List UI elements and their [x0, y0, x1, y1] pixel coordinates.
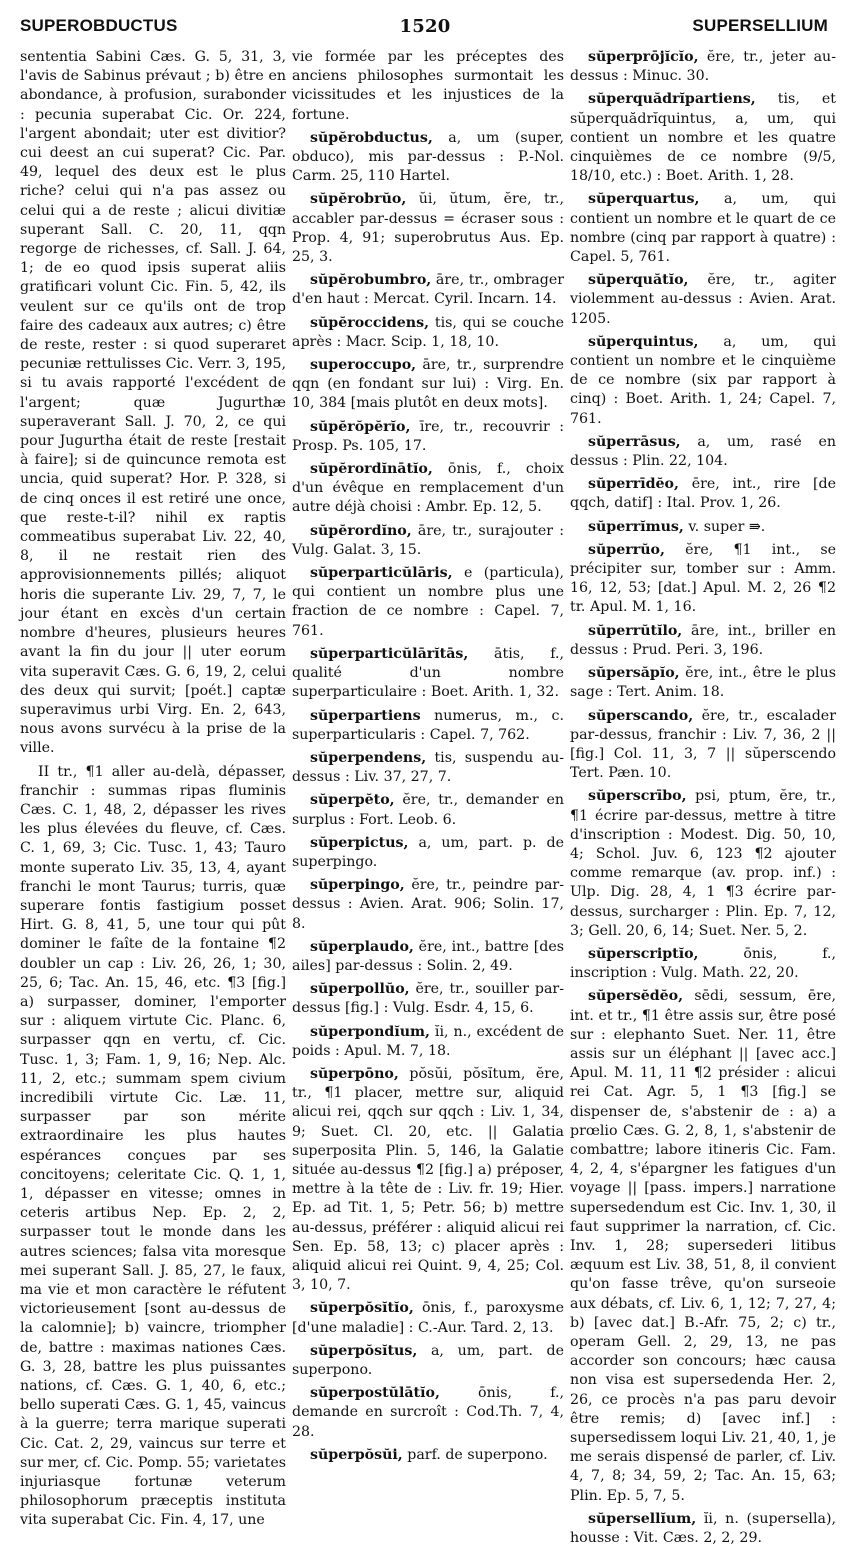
- entry-definition: ātis, f., qualité d'un nombre superparticulaire : Boet. Arith. 1, 32.: [292, 645, 564, 701]
- dictionary-entry: [570, 271, 836, 329]
- dictionary-entry: [292, 129, 564, 187]
- entry-definition: parf. de superpono.: [402, 1446, 548, 1463]
- entry-headword: sŭperrīdĕo,: [588, 476, 679, 493]
- entry-headword: sŭperrĭmus,: [588, 518, 684, 535]
- entry-headword: sŭpĕrobumbro,: [310, 272, 432, 289]
- dictionary-entry: [292, 314, 564, 352]
- entry-definition: tis, suspendu au-dessus : Liv. 37, 27, 7.: [292, 749, 564, 786]
- running-head-left: SUPEROBDUCTUS: [20, 16, 178, 35]
- entry-definition: āre, int., briller en dessus : Prud. Peri. 3, 196.: [570, 622, 836, 658]
- entry-headword: sŭperrŭo,: [588, 541, 665, 558]
- entry-definition: ĕre, ¶1 int., se précipiter sur, tomber sur : Amm. 16, 12, 53; [dat.] Apul. M. 2, 26 ¶2 tr. Apul. M. 1, 16.: [570, 541, 836, 616]
- entry-definition: e (particula), qui contient un nombre plus une fraction de ce nombre : Capel. 7, 761.: [292, 565, 564, 639]
- dictionary-entry: [570, 433, 836, 471]
- entry-definition: ĕre, int., battre [des ailes] par-dessus : Solin. 2, 49.: [292, 938, 564, 974]
- dictionary-entry: [570, 664, 836, 702]
- entry-definition: pŏsŭi, pŏsĭtum, ĕre, tr., ¶1 placer, mettre sur, aliquid alicui rei, qqch sur qqch : Liv. 1, 34, 9; Suet. Cl. 20, etc. || Galatia superposita Plin. 5, 146, la Galatie située au-dessus ¶2 [fig.] a) préposer, mettre à la tête de : Liv. fr. 19; Hier. Ep. ad Tit. 1, 5; Petr. 56; b) mettre au-dessus, préférer : aliquid alicui rei Sen. Ep. 58, 13; c) placer après : aliquid alicui rei Quint. 9, 4, 25; Col. 3, 10, 7.: [292, 1065, 564, 1294]
- dictionary-entry: [292, 1446, 564, 1465]
- dictionary-columns: [20, 48, 836, 1547]
- dictionary-entry: [292, 645, 564, 703]
- dictionary-entry: [292, 707, 564, 745]
- dictionary-entry: [570, 707, 836, 784]
- entry-definition: āre, tr., surajouter : Vulg. Galat. 3, 15.: [292, 522, 564, 558]
- dictionary-entry: [570, 48, 836, 86]
- entry-headword: sŭpĕrordĭnātĭo,: [310, 461, 433, 478]
- entry-definition: numerus, m., c. superparticularis : Capel. 7, 762.: [292, 707, 564, 743]
- entry-headword: sŭperpollŭo,: [310, 981, 410, 998]
- entry-headword: sŭperpictus,: [310, 834, 409, 851]
- entry-headword: sŭperrāsus,: [588, 433, 681, 450]
- entry-definition: āre, tr., surprendre qqn (en fondant sur lui) : Virg. En. 10, 384 [mais plutôt en deux mots].: [292, 357, 564, 412]
- entry-definition: II tr., ¶1 aller au-delà, dépasser, franchir : summas ripas fluminis Cæs. C. 1, 48, 2, dépasser les rives les plus élevées du fleuve, cf. Cæs. C. 1, 69, 3; Cic. Tusc. 1, 43; Tauro monte superato Liv. 35, 13, 4, ayant franchi le mont Taurus; turris, quæ superare fontis fastigium posset Hirt. G. 8, 41, 5, une tour qui pût dominer le faîte de la fontaine ¶2 doubler un cap : Liv. 26, 26, 1; 30, 25, 6; Tac. An. 15, 46, etc. ¶3 [fig.] a) surpasser, dominer, l'emporter sur : aliquem virtute Cic. Planc. 6, surpasser qqn en vertu, cf. Cic. Tusc. 1, 3; Fam. 1, 9, 16; Nep. Alc. 11, 2, etc.; summam spem civium incredibili virtute Cic. Læ. 11, surpasser par son mérite extraordinaire les plus hautes espérances conçues par ses concitoyens; celeritate Cic. Q. 1, 1, 1, dépasser en vitesse; omnes in ceteris artibus Nep. Ep. 2, 2, surpasser tout le monde dans les autres sciences; falsa vita moresque mei superant Sall. J. 85, 27, le faux, ma vie et mon caractère le réfutent victorieusement [sont au-dessus de la calomnie]; b) vaincre, triompher de, battre : maximas nationes Cæs. G. 3, 28, battre les plus puissantes nations, cf. Cæs. G. 1, 40, 6, etc.; bello superati Cæs. G. 1, 45, vaincus à la guerre; terra marique superati Cic. Cat. 2, 29, vaincus sur terre et sur mer, cf. Cic. Pomp. 55; varietates injuriasque fortunæ veterum philosophorum præceptis instituta vita superabat Cic. Fin. 4, 17, une: [20, 763, 287, 1529]
- entry-definition: īre, tr., recouvrir : Prosp. Ps. 105, 17.: [292, 418, 564, 454]
- dictionary-entry: [292, 1342, 564, 1380]
- entry-headword: sŭpĕrobrŭo,: [310, 191, 407, 208]
- entry-definition: a, um, qui contient un nombre et le quart de ce nombre (cinq par rapport à quatre) : Capel. 5, 761.: [570, 191, 836, 266]
- dictionary-entry: [570, 787, 836, 941]
- dictionary-entry: [570, 622, 836, 660]
- dictionary-entry: [292, 190, 564, 267]
- running-head-right: SUPERSELLIUM: [692, 16, 828, 35]
- dictionary-entry: [570, 190, 836, 267]
- dictionary-entry: [292, 938, 564, 976]
- entry-headword: sŭpĕrordĭno,: [310, 522, 412, 539]
- entry-definition: ĕre, tr., agiter violemment au-dessus : Avien. Arat. 1205.: [570, 272, 836, 327]
- dictionary-entry: [292, 749, 564, 787]
- entry-definition: ĭi, n. (supersella), housse : Vit. Cæs. 2, 2, 29.: [570, 1510, 836, 1547]
- entry-headword: sŭpersăpĭo,: [588, 665, 680, 682]
- dictionary-entry: [292, 980, 564, 1018]
- column-right: [570, 48, 836, 1548]
- entry-headword: sŭperpartiens: [310, 707, 421, 724]
- entry-definition: ĕre, int., être le plus sage : Tert. Anim. 18.: [570, 665, 836, 701]
- entry-definition: ēre, int., rire [de qqch, datif] : Ital. Prov. 1, 26.: [570, 476, 836, 512]
- entry-definition: tis, qui se couche après : Macr. Scip. 1, 18, 10.: [292, 314, 564, 350]
- dictionary-entry: [570, 475, 836, 513]
- entry-definition: ĕre, tr., jeter au-dessus : Minuc. 30.: [570, 49, 836, 85]
- entry-definition: a, um, part. p. de superpingo.: [292, 834, 564, 870]
- entry-headword: sŭperplaudo,: [310, 938, 414, 955]
- dictionary-entry: [292, 271, 564, 309]
- entry-headword: sŭpersĕdĕo,: [588, 988, 684, 1005]
- dictionary-entry: [570, 333, 836, 429]
- entry-definition: ĕre, tr., demander en surplus : Fort. Leob. 6.: [292, 792, 564, 828]
- dictionary-entry: [292, 564, 564, 641]
- entry-headword: sŭperpendens,: [310, 749, 427, 766]
- dictionary-entry: [292, 48, 564, 125]
- entry-headword: sŭperquădrĭpartiens,: [588, 91, 756, 108]
- entry-definition: ĭi, n., excédent de poids : Apul. M. 7, 18.: [292, 1023, 564, 1059]
- entry-definition: ĕre, tr., escalader par-dessus, franchir : Liv. 7, 36, 2 || [fig.] Col. 11, 3, 7 || sŭperscendo Tert. Pæn. 10.: [570, 707, 836, 782]
- entry-definition: ōnis, f., inscription : Vulg. Math. 22, 20.: [570, 945, 836, 982]
- entry-definition: ōnis, f., choix d'un évêque en remplacement d'un autre déjà choisi : Ambr. Ep. 12, 5.: [292, 461, 564, 516]
- entry-headword: sŭperrŭtĭlo,: [588, 622, 683, 639]
- dictionary-entry: [292, 1065, 564, 1295]
- entry-headword: sŭperpingo,: [310, 877, 405, 894]
- dictionary-entry: [292, 522, 564, 560]
- entry-headword: sŭperpŏsĭtĭo,: [310, 1300, 414, 1317]
- entry-definition: a, um, qui contient un nombre et le cinquième de ce nombre (six par rapport à cinq) : Boet. Arith. 1, 24; Capel. 7, 761.: [570, 333, 836, 427]
- dictionary-entry: [292, 460, 564, 518]
- entry-definition: ĕre, tr., souiller par-dessus [fig.] : Vulg. Esdr. 4, 15, 6.: [292, 981, 564, 1017]
- entry-definition: a, um (super, obduco), mis par-dessus : P.-Nol. Carm. 25, 110 Hartel.: [292, 129, 564, 185]
- entry-headword: sŭperquartus,: [588, 191, 700, 208]
- entry-headword: sŭperquintus,: [588, 333, 699, 350]
- entry-definition: sententia Sabini Cæs. G. 5, 31, 3, l'avis de Sabinus prévaut ; b) être en abondance, à profusion, surabonder : pecunia superabat Cic. Or. 224, l'argent abondait; uter est divitior? cui deest an cui superat? Cic. Par. 49, lequel des deux est le plus riche? celui qui n'a pas assez ou celui qui a de reste ; alicui divitiæ superant Sall. C. 20, 11, qqn regorge de richesses, cf. Sall. J. 64, 1; de eo quod ipsis superat aliis gratificari volunt Cic. Fin. 5, 42, ils veulent sur ce qu'ils ont de trop faire des cadeaux aux autres; c) être de reste, rester : si quod superaret pecuniæ rettulisses Cic. Verr. 3, 195, si tu avais rapporté l'excédent de l'argent; quæ Jugurthæ superaverant Sall. J. 70, 2, ce qui pour Jugurtha était de reste [restait à faire]; si de quincunce remota est uncia, quid superat? Hor. P. 328, si de cinq onces il est retiré une once, que reste-t-il? nihil ex raptis commeatibus superabat Liv. 22, 40, 8, il ne restait rien des approvisionnements pillés; aliquot horis die superante Liv. 29, 7, 7, le jour étant en excès d'un certain nombre d'heures, plusieurs heures avant la fin du jour || uter eorum vita superavit Cæs. G. 6, 19, 2, celui des deux qui survit; [poét.] captæ superavimus urbi Virg. En. 2, 643, nous avons survécu à la prise de la ville.: [20, 49, 286, 757]
- entry-definition: ĕre, tr., peindre par-dessus : Avien. Arat. 906; Solin. 17, 8.: [292, 877, 564, 932]
- entry-headword: sŭperscriptĭo,: [588, 945, 699, 962]
- dictionary-entry: [20, 763, 286, 1531]
- entry-definition: ōnis, f., demande en surcroît : Cod.Th. 7, 4, 28.: [292, 1385, 564, 1440]
- dictionary-entry: [292, 1299, 564, 1337]
- entry-headword: sŭperpŏsŭi,: [310, 1446, 403, 1463]
- dictionary-entry: [570, 1510, 836, 1548]
- entry-definition: ōnis, f., paroxysme [d'une maladie] : C.-Aur. Tard. 2, 13.: [292, 1300, 564, 1336]
- entry-headword: superoccupo,: [310, 357, 417, 374]
- dictionary-entry: [292, 876, 564, 934]
- entry-headword: sŭperquătĭo,: [588, 272, 689, 289]
- entry-headword: sŭperpondĭum,: [310, 1023, 430, 1040]
- entry-definition: āre, tr., ombrager d'en haut : Mercat. Cyril. Incarn. 14.: [292, 272, 564, 308]
- entry-headword: sŭperscrībo,: [588, 788, 687, 805]
- entry-headword: sŭperpŏsĭtus,: [310, 1342, 418, 1359]
- entry-definition: vie formée par les préceptes des anciens philosophes surmontait les vicissitudes et les injustices de la fortune.: [292, 49, 564, 123]
- entry-definition: ŭi, ŭtum, ĕre, tr., accabler par-dessus = écraser sous : Prop. 4, 91; superobrutus Aus. Ep. 25, 3.: [292, 191, 564, 266]
- dictionary-entry: [570, 518, 836, 537]
- entry-definition: a, um, rasé en dessus : Plin. 22, 104.: [570, 433, 836, 470]
- dictionary-entry: [292, 1384, 564, 1442]
- entry-headword: sŭperpostŭlātĭo,: [310, 1385, 440, 1402]
- entry-definition: psi, ptum, ĕre, tr., ¶1 écrire par-dessus, mettre à titre d'inscription : Modest. Dig. 50, 10, 4; Schol. Juv. 6, 123 ¶2 ajouter comme remarque (av. prop. inf.) : Ulp. Dig. 28, 4, 1 ¶3 écrire par-dessus, surcharger : Plin. Ep. 7, 12, 3; Gell. 20, 6, 14; Suet. Ner. 5, 2.: [570, 788, 836, 939]
- dictionary-entry: [292, 356, 564, 414]
- entry-definition: sēdi, sessum, ēre, int. et tr., ¶1 être assis sur, être posé sur : elephanto Suet. Ner. 11, être assis sur un éléphant || [avec acc.] Apul. M. 11, 11 ¶2 présider : alicui rei Cat. Agr. 5, 1 ¶3 [fig.] se dispenser de, s'abstenir de : a) a prœlio Cæs. G. 2, 8, 1, s'abstenir de combattre; labore itineris Cic. Fam. 4, 2, 4, s'épargner les fatigues d'un voyage || [pass. impers.] narratione supersedendum est Cic. Inv. 1, 30, il faut supprimer la narration, cf. Cic. Inv. 1, 28; supersederi litibus æquum est Liv. 38, 51, 8, il convient qu'on fasse trêve, qu'on surseoie aux débats, cf. Liv. 6, 1, 12; 7, 27, 4; b) [avec dat.] B.-Afr. 75, 2; c) tr., operam Gell. 2, 29, 13, ne pas accorder son concours; hæc causa non visa est supersedenda Her. 2, 26, ce procès n'a pas paru devoir être remis; d) [avec inf.] : supersedissem loqui Liv. 21, 40, 1, je me serais dispensé de parler, cf. Liv. 4, 7, 8; 34, 59, 2; Tac. An. 15, 63; Plin. Ep. 5, 7, 5.: [570, 988, 836, 1504]
- dictionary-entry: [292, 418, 564, 456]
- entry-headword: sŭpĕrobductus,: [310, 129, 433, 146]
- entry-definition: tis, et sŭperquădrĭquintus, a, um, qui contient un nombre et les quatre cinquièmes de ce nombre (9/5, 18/10, etc.) : Boet. Arith. 1, 28.: [570, 91, 836, 185]
- dictionary-entry: [570, 541, 836, 618]
- column-middle: [292, 48, 564, 1548]
- dictionary-entry: [570, 987, 836, 1505]
- entry-definition: v. super ⇛.: [683, 518, 766, 535]
- dictionary-entry: [570, 945, 836, 983]
- page-number: 1520: [399, 16, 451, 37]
- entry-headword: sŭpĕrŏpĕrĭo,: [310, 418, 411, 435]
- entry-headword: sŭpĕroccidens,: [310, 314, 430, 331]
- entry-headword: sŭperpĕto,: [310, 792, 395, 809]
- column-left: [20, 48, 286, 1548]
- entry-headword: sŭperscando,: [588, 707, 694, 724]
- entry-headword: sŭperprōjĭcĭo,: [588, 49, 699, 65]
- dictionary-entry: [292, 791, 564, 829]
- entry-definition: a, um, part. de superpono.: [292, 1342, 564, 1378]
- entry-headword: sŭperparticŭlāris,: [310, 565, 453, 582]
- entry-headword: sŭpersellĭum,: [588, 1510, 697, 1527]
- dictionary-entry: [20, 48, 286, 759]
- dictionary-entry: [292, 834, 564, 872]
- dictionary-entry: [292, 1023, 564, 1061]
- dictionary-entry: [570, 90, 836, 186]
- entry-headword: sŭperparticŭlārĭtās,: [310, 645, 469, 662]
- entry-headword: sŭperpōno,: [310, 1065, 399, 1082]
- page-header: [14, 4, 836, 48]
